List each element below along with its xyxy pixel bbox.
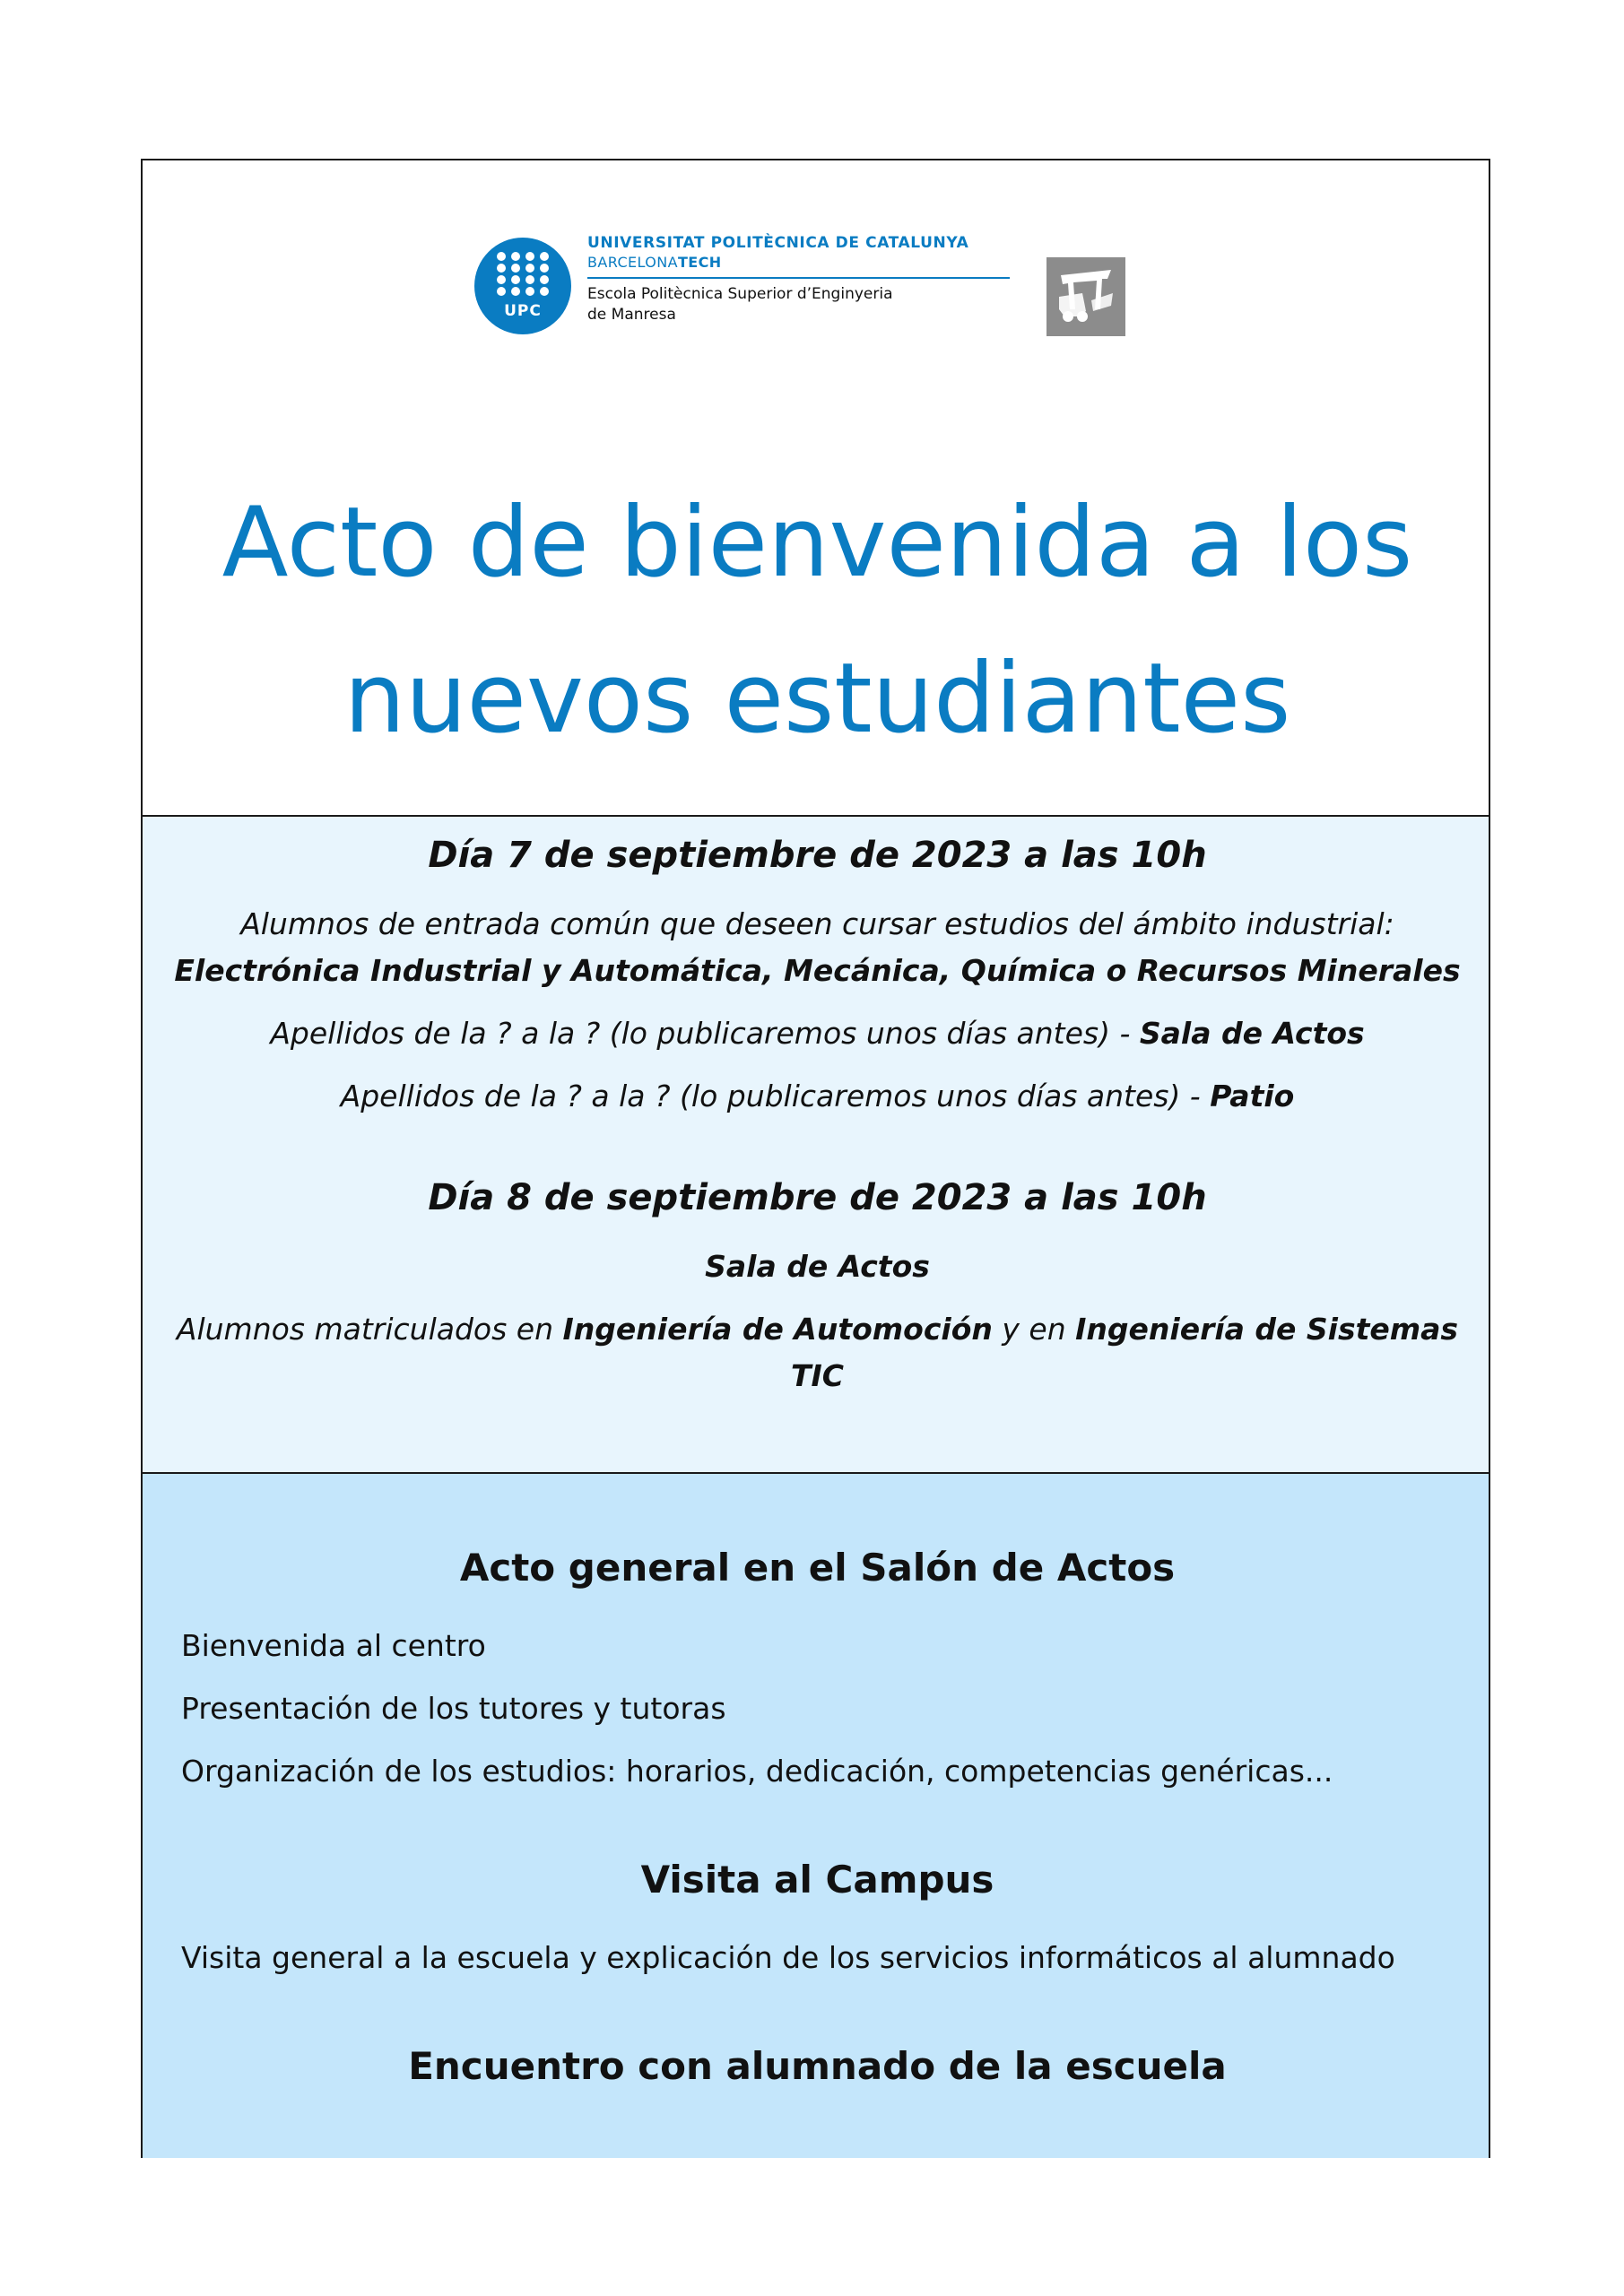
list-item: Organización de los estudios: horarios, dedicación, competencias genéricas... — [181, 1754, 1333, 1789]
day1-audience: Alumnos de entrada común que deseen cursar estudios del ámbito industrial: — [240, 906, 1394, 941]
student-meeting-heading: Encuentro con alumnado de la escuela — [408, 2044, 1227, 2088]
page-title: Acto de bienvenida a los nuevos estudiantes — [221, 487, 1413, 755]
upc-logo — [474, 234, 1030, 342]
general-act-heading: Acto general en el Salón de Actos — [459, 1546, 1176, 1590]
day1-group1: Apellidos de la ? a la ? (lo publicaremos unos días antes) - Sala de Actos — [270, 1016, 1365, 1051]
dates-section — [143, 817, 1489, 1474]
campus-visit-heading: Visita al Campus — [640, 1858, 994, 1902]
day2-audience-cont: TIC — [790, 1358, 844, 1393]
day1-heading: Día 7 de septiembre de 2023 a las 10h — [428, 835, 1207, 876]
upc-dots-icon — [497, 252, 549, 297]
poster-frame — [141, 159, 1490, 2158]
barcelonatech: BARCELONATECH — [587, 254, 722, 271]
day1-programs: Electrónica Industrial y Automática, Mecánica, Química o Recursos Minerales — [174, 953, 1461, 988]
upc-emblem — [474, 238, 571, 334]
list-item: Presentación de los tutores y tutoras — [181, 1691, 726, 1726]
university-name: UNIVERSITAT POLITÈCNICA DE CATALUNYA — [587, 234, 969, 252]
header-section — [143, 160, 1489, 817]
day2-place: Sala de Actos — [705, 1249, 930, 1284]
day2-heading: Día 8 de septiembre de 2023 a las 10h — [428, 1177, 1207, 1218]
list-item: Visita general a la escuela y explicación de los servicios informáticos al alumnado — [181, 1940, 1395, 1975]
day2-audience: Alumnos matriculados en Ingeniería de Automoción y en Ingeniería de Sistemas — [176, 1312, 1459, 1347]
upc-label: UPC — [504, 302, 542, 320]
program-section — [143, 1474, 1489, 2158]
list-item: Bienvenida al centro — [181, 1628, 486, 1663]
school-name: Escola Politècnica Superior d’Enginyeria de Manresa — [587, 285, 893, 324]
logo-divider — [587, 277, 1010, 279]
day1-group2: Apellidos de la ? a la ? (lo publicaremos unos días antes) - Patio — [340, 1079, 1295, 1113]
epsem-logo-icon — [1046, 257, 1125, 336]
